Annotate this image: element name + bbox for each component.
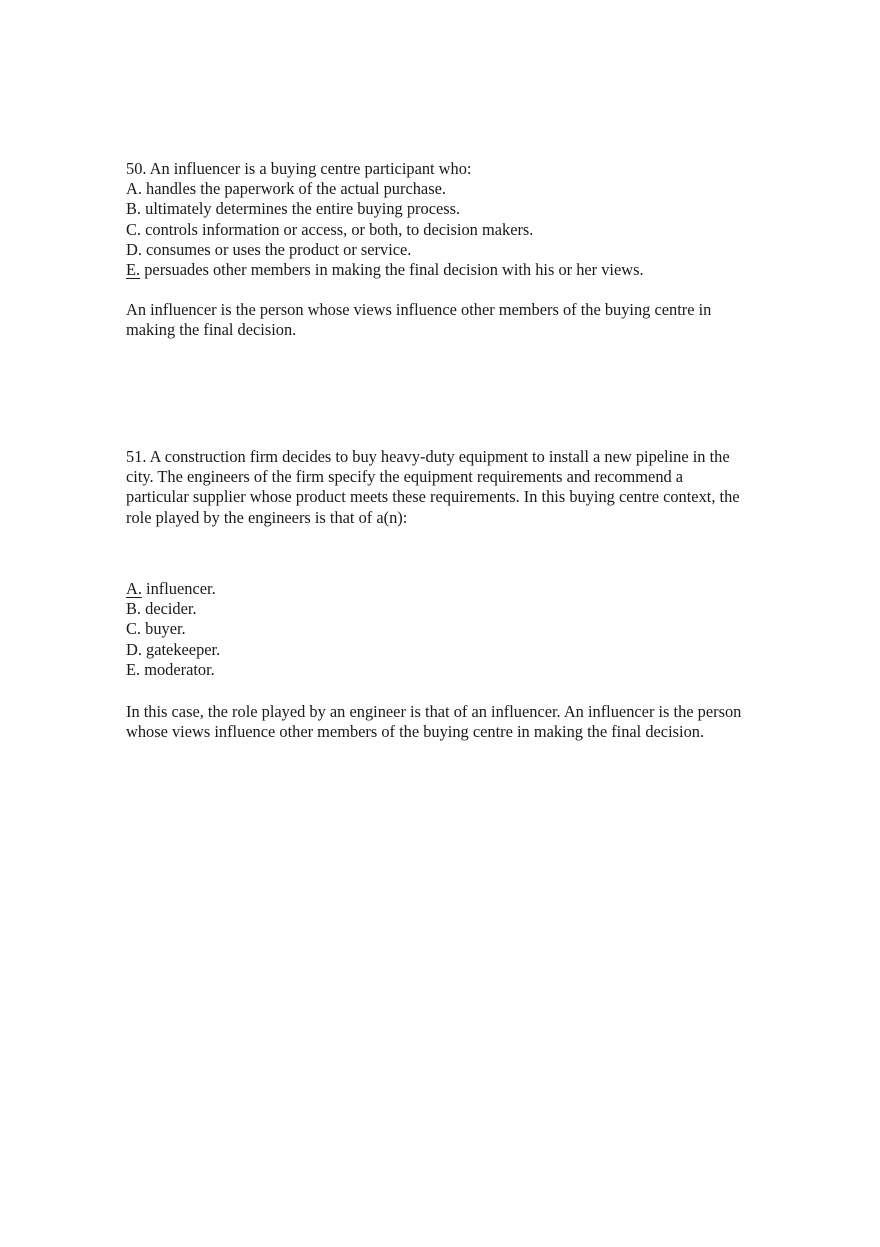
correct-option-letter: E.: [126, 260, 141, 280]
option-letter: E.: [126, 659, 141, 679]
answer-option-b: [126, 599, 786, 619]
explanation-51: [126, 702, 786, 742]
option-text: ultimately determines the entire buying process.: [141, 199, 461, 219]
answer-option-c: [126, 619, 786, 639]
question-50: [126, 159, 786, 280]
question-stem: 50. An influencer is a buying centre participant who:: [126, 159, 472, 178]
option-text: decider.: [141, 599, 197, 619]
question-51: [126, 447, 786, 528]
option-letter: A.: [126, 179, 142, 199]
option-letter: B.: [126, 599, 142, 619]
option-letter: C.: [126, 219, 142, 239]
answer-option-e: [126, 660, 786, 680]
question-stem: role played by the engineers is that of a(n):: [126, 507, 408, 527]
explanation-line: whose views influence other members of the buying centre in making the final decision.: [126, 722, 705, 742]
answer-option-b: [126, 199, 786, 219]
option-text: persuades other members in making the final decision with his or her views.: [140, 260, 644, 280]
option-letter: D.: [126, 239, 142, 259]
explanation-line: making the final decision.: [126, 320, 297, 340]
option-text: influencer.: [141, 579, 216, 598]
correct-option-letter: A.: [126, 579, 142, 598]
question-stem: particular supplier whose product meets these requirements. In this buying centre context, the: [126, 487, 740, 507]
option-letter: D.: [126, 639, 142, 659]
answer-option-c: [126, 220, 786, 240]
option-letter: C.: [126, 619, 142, 639]
answer-option-d: [126, 640, 786, 660]
option-text: consumes or uses the product or service.: [141, 239, 412, 259]
option-text: controls information or access, or both, to decision makers.: [141, 219, 534, 239]
answer-option-e-correct: [126, 260, 786, 280]
option-text: buyer.: [141, 619, 186, 639]
option-text: moderator.: [140, 659, 215, 679]
option-text: gatekeeper.: [141, 639, 221, 659]
explanation-50: [126, 300, 786, 340]
question-stem: city. The engineers of the firm specify the equipment requirements and recommend a: [126, 467, 684, 487]
answer-option-a-correct: [126, 579, 786, 599]
answer-option-d: [126, 240, 786, 260]
answer-option-a: [126, 179, 786, 199]
question-stem: 51. A construction firm decides to buy heavy-duty equipment to install a new pipeline in the: [126, 447, 730, 466]
explanation-line: An influencer is the person whose views influence other members of the buying centre in: [126, 300, 712, 319]
option-text: handles the paperwork of the actual purchase.: [141, 179, 446, 199]
option-letter: B.: [126, 199, 142, 219]
explanation-line: In this case, the role played by an engineer is that of an influencer. An influencer is the person: [126, 702, 742, 721]
options-51: [126, 579, 786, 680]
